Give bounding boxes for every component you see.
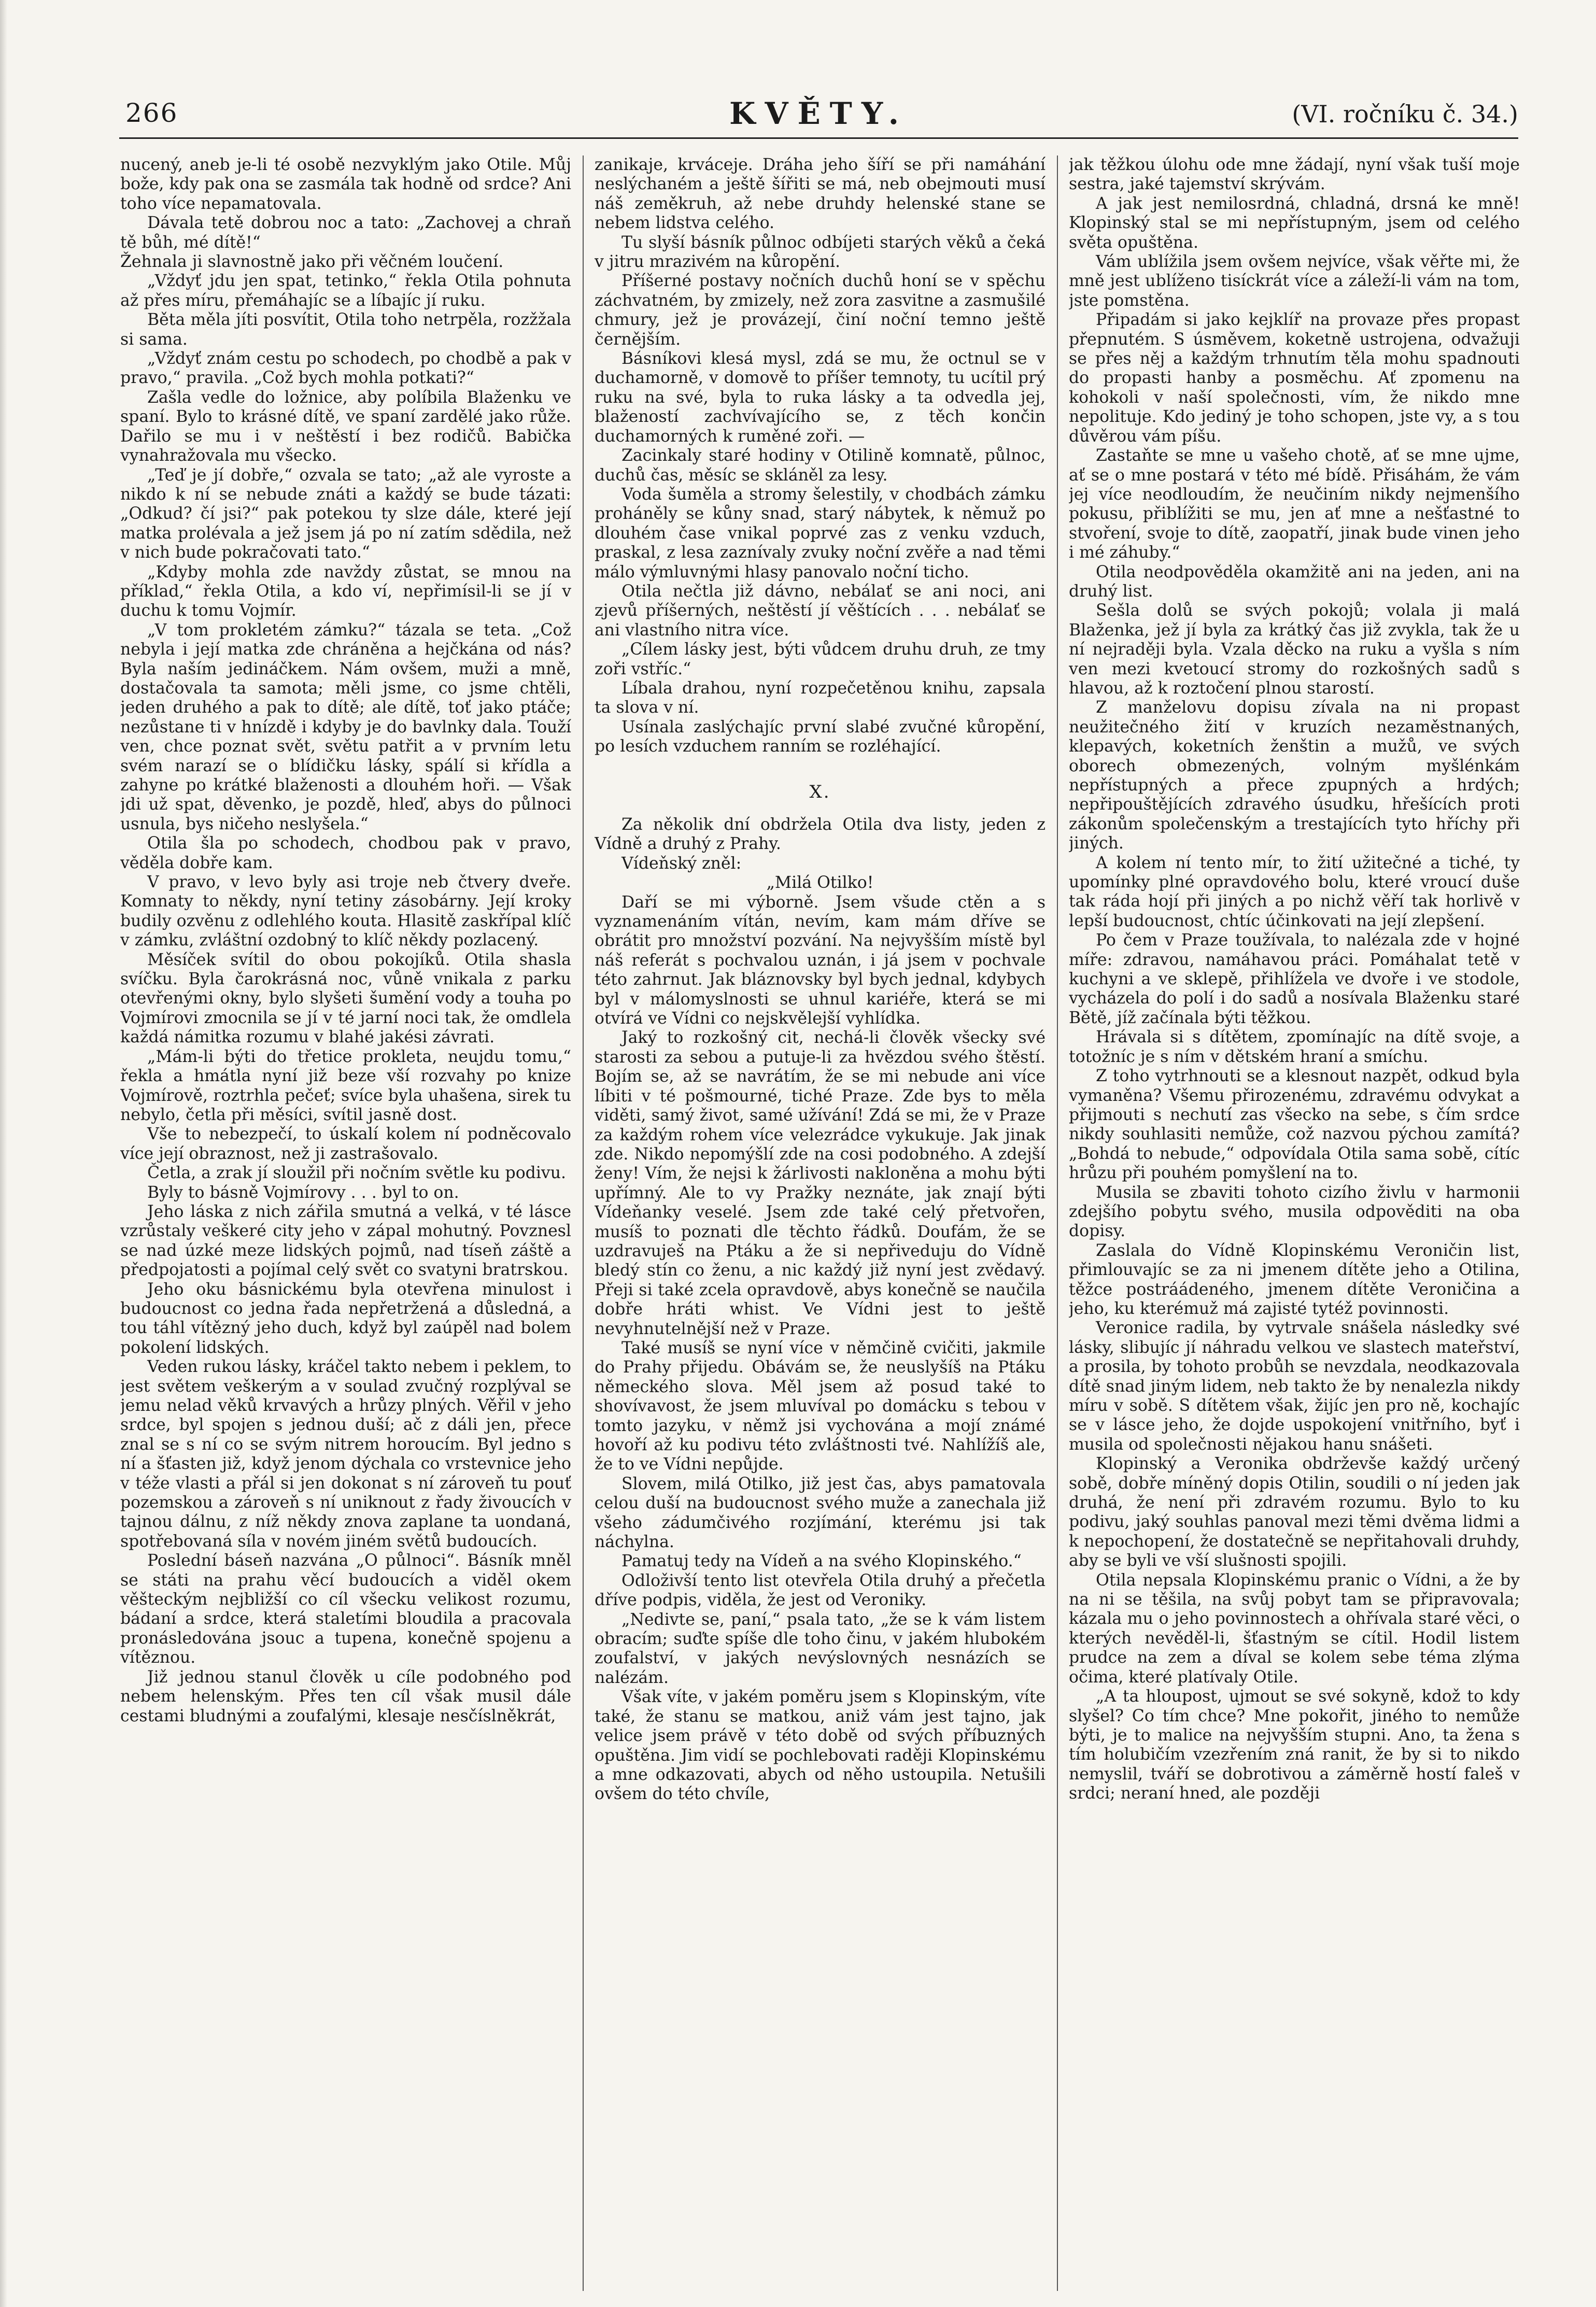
paragraph: Slovem, milá Otilko, již jest čas, abys pamatovala celou duší na budoucnost svého muže a zanechala již všeho zádumčivého rozjímání, kterému jsi tak náchylna.	[595, 1474, 1046, 1552]
paragraph: Po čem v Praze toužívala, to nalézala zde v hojné míře: zdravou, namáhavou práci. Pomáhalat tetě v kuchyni a ve sklepě, přihlížela ve dvoře i ve stodole, vycházela do polí i do sadů a nosívala Blaženku staré Bětě, jíž začínala býti těžkou.	[1069, 931, 1520, 1027]
paragraph: Vše to nebezpečí, to úskalí kolem ní podněcovalo více její obraznost, než ji zastrašovalo.	[120, 1125, 571, 1163]
column-2	[595, 155, 1046, 2291]
paragraph: Voda šuměla a stromy šelestily, v chodbách zámku proháněly se kůny snad, starý nábytek, k němuž po dlouhém čase vnikal poprvé zas z venku vzduch, praskal, z lesa zaznívaly zvuky noční zvěře a nad těmi málo výmluvnými hlasy panovalo noční ticho.	[595, 485, 1046, 582]
text-columns	[120, 155, 1520, 2301]
letter-signature: Pamatuj tedy na Vídeň a na svého Klopinského.“	[622, 1552, 1022, 1571]
issue-label: (VI. ročníku č. 34.)	[1292, 100, 1518, 128]
paragraph: Veden rukou lásky, kráčel takto nebem i peklem, to jest světem veškerým a v soulad zvučný rozplýval se jemu nelad věků krvavých a hrůzy plných. Věřil v jeho srdce, byl spojen s jednou duší; ač z dáli jen, přece znal se s ní co se svým nitrem horoucím. Byl jedno s ní a šťasten již, když jenom dýchala co vrstevnice jeho v téže vlasti a přál si jen dokonat s ní zároveň tu pouť pozemskou a zároveň s ní uniknout z řady živoucích v tajnou dálnu, z níž někdy znova zaplane ta uondaná, spotřebovaná síla v novém jiném světů budoucích.	[120, 1357, 571, 1551]
paragraph: Však víte, v jakém poměru jsem s Klopinským, víte také, že stanu se matkou, aniž vám jest tajno, jak velice jsem právě v této době od svých příbuzných opuštěna. Jim vidí se pochlebovati raději Klopinskému a mne odkazovati, abych od něho ustoupila. Netušili ovšem do této chvíle,	[595, 1688, 1046, 1804]
paragraph: Jaký to rozkošný cit, nechá-li člověk všecky své starosti za sebou a putuje-li za hvězdou svého štěstí. Bojím se, až se navrátím, že se mi nebude ani více líbiti v té pošmourné, tiché Praze. Zde bys to měla viděti, samý život, samé užívání! Zdá se mi, že v Praze za každým rohem více velezrádce vykukuje. Jak jinak zde. Nikdo nepomýšlí zde na cosi podobného. A zdejší ženy! Vím, že nejsi k žárlivosti nakloněna a mohu býti upřímný. Ale to vy Pražky neznáte, jak znají býti Vídeňanky veselé. Jsem zde také celý přetvořen, musíš to poznati dle těchto řádků. Doufám, že se uzdravuješ na Ptáku a že si nepřiveduju do Vídně bledý stín co ženu, a nic každý již nyní jest zvědavý. Přeji si také zcela opravdově, abys konečně se naučila dobře hráti whist. Ve Vídni jest to ještě nevyhnutelnější než v Praze.	[595, 1028, 1046, 1338]
paragraph: Klopinský a Veronika obdrževše každý určený sobě, dobře míněný dopis Otilin, soudili o ní jeden jak druhá, že není při zdravém rozumu. Bylo to ku podivu, jaký souhlas panoval mezi těmi dvěma lidmi a k nepochopení, že dostatečně se nepřitahovali druhdy, aby se byli ve vší slušnosti spojili.	[1069, 1454, 1520, 1570]
paragraph: Tu slyší básník půlnoc odbíjeti starých věků a čeká v jitru mrazivém na kůropění.	[595, 233, 1046, 272]
paragraph: „V tom prokletém zámku?“ tázala se teta. „Což nebyla i její matka zde chráněna a hejčkána od nás? Byla naším jedináčkem. Nám ovšem, muži a mně, dostačovala ta samota; měli jsme, co jsme chtěli, jeden druhého a pak to dítě; ale dítě, toť jako ptáče; nezůstane ti v hnízdě i kdyby je do bavlnky dala. Touží ven, chce poznat svět, světu patřit a v prvním letu svém narazí se o blídičku lásky, spálí si křídla a zahyne po krátké blaženosti a dlouhém hoři. — Však jdi už spat, děvenko, je pozdě, hleď, abys do půlnoci usnula, bys ničeho neslyšela.“	[120, 620, 571, 833]
paragraph: A jak jest nemilosrdná, chladná, drsná ke mně! Klopinský stal se mi nepřístupným, jsem od celého světa opuštěna.	[1069, 194, 1520, 252]
paragraph: Otila neodpověděla okamžitě ani na jeden, ani na druhý list.	[1069, 562, 1520, 601]
column-divider	[583, 155, 584, 2291]
paragraph: Četla, a zrak jí sloužil při nočním světle ku podivu.	[147, 1164, 567, 1183]
paragraph: nucený, aneb je-li té osobě nezvyklým jako Otile. Můj bože, kdy pak ona se zasmála tak hodně od srdce? Ani toho více nepamatovala.	[120, 155, 571, 213]
paragraph: Dávala tetě dobrou noc a tato: „Zachovej a chraň tě bůh, mé dítě!“	[120, 214, 571, 252]
paragraph: Zastaňte se mne u vašeho chotě, ať se mne ujme, ať se o mne postará v této mé bídě. Přisáhám, že vám jej více neodloudím, že neučiním nikdy nejmenšího pokusu, přiblížiti se mu, jen ať mne a nešťastné to stvoření, svoje to dítě, zaopatří, jinak bude vinen jeho i mé záhuby.“	[1069, 446, 1520, 562]
paragraph: „A ta hloupost, ujmout se své sokyně, kdož to kdy slyšel? Co tím chce? Mne pokořit, jiného to nemůže býti, je to malice na nejvyšším stupni. Ano, ta žena s tím holubičím vzezřením zná ranit, že by si to nikdo nemyslil, tváří se dobrotivou a záměrně hostí faleš v srdci; neraní hned, ale později	[1069, 1687, 1520, 1803]
paragraph: Vídeňský zněl:	[622, 854, 742, 873]
magazine-title: KVĚTY.	[729, 96, 908, 131]
paragraph: Hrávala si s dítětem, zpomínajíc na dítě svoje, a totožníc je s ním v dětském hraní a smíchu.	[1069, 1028, 1520, 1066]
paragraph: zanikaje, krváceje. Dráha jeho šíří se při namáhání neslýchaném a ještě šířiti se má, neb obejmouti musí náš zeměkruh, až nebe druhdy helenské stane se nebem lidstva celého.	[595, 155, 1046, 233]
paragraph: Otila nepsala Klopinskému pranic o Vídni, a že by na ni se těšila, na svůj pobyt tam se připravovala; kázala mu o jeho povinnostech a ohřívala staré věci, o kterých nevěděl-li, šťastným se cítil. Hodil listem prudce na zem a díval se kolem sebe téma zlýma očima, které platívaly Otile.	[1069, 1570, 1520, 1687]
paragraph: „Cílem lásky jest, býti vůdcem druhu druh, ze tmy zoři vstříc.“	[595, 640, 1046, 678]
paragraph: Musila se zbaviti tohoto cizího živlu v harmonii zdejšího pobytu svého, musila odpověditi na oba dopisy.	[1069, 1183, 1520, 1241]
paragraph: Připadám si jako kejklíř na provaze přes propast přepnutém. S úsměvem, koketně ustrojena, odvažuji se přes něj a každým trhnutím těla mohu spadnouti do propasti hanby a posměchu. Ať zpomenu na kohokoli v naší společnosti, vím, že nikdo mne nepolituje. Kdo jediný je toho schopen, jste vy, a s tou důvěrou vám píšu.	[1069, 310, 1520, 446]
paragraph: Běta měla jíti posvítit, Otila toho netrpěla, rozžžala si sama.	[120, 310, 571, 349]
paragraph: Poslední báseň nazvána „O půlnoci“. Básník mněl se státi na prahu věcí budoucích a viděl okem věšteckým nejbližší co cíl všecku velikost rozumu, bádaní a srdce, která staletími bloudila a pracovala pronásledována jsouc a tupena, konečně spojenu a vítěznou.	[120, 1551, 571, 1667]
paragraph: Veronice radila, by vytrvale snášela následky své lásky, slibujíc jí náhradu velkou ve slastech mateřství, a prosila, by tohoto probůh se nevzdala, neodkazovala dítě snad jiným lidem, neb takto že by nenalezla nikdy míru v sobě. S dítětem však, žijíc jen pro ně, kochajíc se v lásce jeho, že dojde uspokojení vnitřního, byť i musila od společnosti nějakou hanu snášeti.	[1069, 1319, 1520, 1454]
paragraph: A kolem ní tento mír, to žití užitečné a tiché, ty upomínky plné opravdového bolu, které vroucí duše tak ráda hojí při jiných a po nichž věří tak horlivě v lepší budoucnost, chtíc účinkovati na její zlepšení.	[1069, 853, 1520, 930]
paragraph: Otila šla po schodech, chodbou pak v pravo, věděla dobře kam.	[120, 834, 571, 872]
column-1	[120, 155, 571, 2291]
column-3	[1069, 155, 1520, 2291]
paragraph: Již jednou stanul člověk u cíle podobného pod nebem helenským. Přes ten cíl však musil dále cestami bludnými a zoufalými, klesaje nesčíslněkrát,	[120, 1667, 571, 1725]
paragraph: Byly to básně Vojmírovy . . . byl to on.	[147, 1183, 459, 1202]
paragraph: Sešla dolů se svých pokojů; volala ji malá Blaženka, jež jí byla za krátký čas již zvykla, tak že u ní nejraději byla. Vzala děcko na ruku a vyšla s ním ven mezi kvetoucí stromy do rozkošných sadů s hlavou, až k roztočení plnou starostí.	[1069, 601, 1520, 698]
column-divider	[1057, 155, 1058, 2291]
paragraph: „Mám-li býti do třetice prokleta, neujdu tomu,“ řekla a hmátla nyní již beze vší rozvahy po knize Vojmírově, roztrhla pečeť; svíce byla uhašena, sirek tu nebylo, četla při měsíci, svítil jasně dost.	[120, 1047, 571, 1124]
page-number: 266	[125, 98, 178, 128]
paragraph: Příšerné postavy nočních duchů honí se v spěchu záchvatném, by zmizely, než zora zasvitne a zasmušilé chmury, jež je provázejí, činí noční temno ještě černějším.	[595, 272, 1046, 349]
paragraph: Žehnala ji slavnostně jako při věčném loučení.	[120, 252, 504, 272]
paragraph: „Teď je jí dobře,“ ozvala se tato; „až ale vyroste a nikdo k ní se nebude znáti a každý se bude tázati: „Odkud? čí jsi?“ pak potekou ty slze dále, které její matka prolévala a jež jsem já po ní zatím sdědila, než v nich bude pokračovati tato.“	[120, 465, 571, 562]
paragraph: Také musíš se nyní více v němčině cvičiti, jakmile do Prahy přijedu. Obávám se, že neuslyšíš na Ptáku německého slova. Měl jsem až posud také to shovívavost, že jsem mluvíval po domácku s tebou v tomto jazyku, v němž jsi vychována a mojí známé hovoří až ku podivu této zvláštnosti tvé. Nahlížíš ale, že to ve Vídni nepůjde.	[595, 1338, 1046, 1474]
paragraph: Otila nečtla již dávno, nebálať se ani noci, ani zjevů příšerných, neštěstí jí věštících . . . nebálať se ani vlastního nitra více.	[595, 582, 1046, 640]
paragraph: Zaslala do Vídně Klopinskému Veroničin list, přimlouvajíc se za ni jmenem dítěte jeho a Otilina, těžce postráádeného, jmenem dítěte Veroničina a jeho, ku kterémuž má zajisté tytéž povinnosti.	[1069, 1241, 1520, 1318]
paragraph: Jeho láska z nich zářila smutná a velká, v té lásce vzrůstaly veškeré city jeho v zápal mohutný. Povznesl se nad úzké meze lidských pojmů, nad tíseň záště a předpojatosti a pojímal celý svět co svatyni bratrskou.	[120, 1202, 571, 1280]
paragraph: Líbala drahou, nyní rozpečetěnou knihu, zapsala ta slova v ní.	[595, 678, 1046, 717]
paragraph: Měsíček svítil do obou pokojíků. Otila shasla svíčku. Byla čarokrásná noc, vůně vnikala z parku otevřenými okny, bylo slyšeti šumění vody a touha po Vojmírovi zmocnila se jí v té jarní noci tak, že omdlela každá námitka rozumu v blahé jakési závrati.	[120, 950, 571, 1047]
paragraph: Zacinkaly staré hodiny v Otilině komnatě, půlnoc, duchů čas, měsíc se skláněl za lesy.	[595, 446, 1046, 485]
page-header	[119, 91, 1518, 139]
paragraph: Jeho oku básnickému byla otevřena minulost i budoucnost co jedna řada nepřetržená a důsledná, a tou táhl vítězný jeho duch, když byl zaúpěl nad bolem pokolení lidských.	[120, 1280, 571, 1357]
paragraph: „Vždyť znám cestu po schodech, po chodbě a pak v pravo,“ pravila. „Což bych mohla potkati?“	[120, 349, 571, 388]
letter-salutation: „Milá Otilko!	[766, 873, 874, 893]
section-title: X.	[809, 781, 831, 802]
paragraph: „Kdyby mohla zde navždy zůstat, se mnou na příklad,“ řekla Otila, a kdo ví, nepřimísil-li se jí v duchu k tomu Vojmír.	[120, 562, 571, 620]
paragraph: Za několik dní obdržela Otila dva listy, jeden z Vídně a druhý z Prahy.	[595, 815, 1046, 854]
paragraph: Zašla vedle do ložnice, aby políbila Blaženku ve spaní. Bylo to krásné dítě, ve spaní zardělé jako růže. Dařilo se mu i v neštěstí i bez rodičů. Babička vynahražovala mu všecko.	[120, 388, 571, 465]
paragraph: Usínala zaslýchajíc první slabé zvučné kůropění, po lesích vzduchem ranním se rozléhající.	[595, 717, 1046, 756]
paragraph: V pravo, v levo byly asi troje neb čtvery dveře. Komnaty to někdy, nyní tetiny zásobárny. Její kroky budily ozvěnu z odlehlého kouta. Hlasitě zaskřípal klíč v zámku, zvláštní ozdobný to klíč někdy pozlacený.	[120, 873, 571, 950]
paragraph: Básníkovi klesá mysl, zdá se mu, že octnul se v duchamorně, v domově to příšer temnoty, tu ucítil prý ruku na své, byla to ruka lásky a ta odvedla jej, blažeností zachvívajícího se, z těch končin duchamorných k ruměné zoři. —	[595, 349, 1046, 446]
paragraph: Daří se mi výborně. Jsem všude ctěn a s vyznamenáním vítán, nevím, kam mám dříve se obrátit pro množství pozvání. Na nejvyšším místě byl náš referát s pochvalou uznán, i já jsem v pochvale této zahrnut. Jak bláznovsky byl bych jednal, kdybych byl v málomyslnosti se uhnul kariéře, která se mi otvírá ve Vídni co nejskvělejší vyhlídka.	[595, 893, 1046, 1028]
paragraph: „Nedivte se, paní,“ psala tato, „že se k vám listem obracím; suďte spíše dle toho činu, v jakém hlubokém zoufalství, v jakých nevýslovných nesnázích se nalézám.	[595, 1610, 1046, 1687]
paragraph: Vám ublížila jsem ovšem nejvíce, však věřte mi, že mně jest ublíženo tisíckrát více a záleží-li vám na tom, jste pomstěna.	[1069, 252, 1520, 310]
paragraph: Odloživší tento list otevřela Otila druhý a přečetla dříve podpis, viděla, že jest od Veroniky.	[595, 1571, 1046, 1610]
paragraph: „Vždyť jdu jen spat, tetinko,“ řekla Otila pohnuta až přes míru, přemáhajíc se a líbajíc jí ruku.	[120, 272, 571, 310]
paragraph: jak těžkou úlohu ode mne žádají, nyní však tuší moje sestra, jaké tajemství skrývám.	[1069, 155, 1520, 194]
paragraph: Z toho vytrhnouti se a klesnout nazpět, odkud byla vymaněna? Všemu přirozenému, zdravému odvykat a přijmouti s nechutí zas všecko na sebe, s čím srdce nikdy souhlasiti nemůže, což nazvou pýchou zamítá? „Bohdá to nebude,“ odpovídala Otila sama sobě, cítíc hrůzu při pouhém pomyšlení na to.	[1069, 1067, 1520, 1183]
paragraph: Z manželovu dopisu zívala na ni propast neužitečného žití v kruzích nezaměstnaných, klepavých, koketních ženštin a mužů, ve svých oborech obmezených, volným myšlénkám nepřístupných a přece zpupných a hrdých; nepřipouštějících zdravého úsudku, hřešících proti zákonům společenským a trestajících tyto hříchy při jiných.	[1069, 698, 1520, 853]
